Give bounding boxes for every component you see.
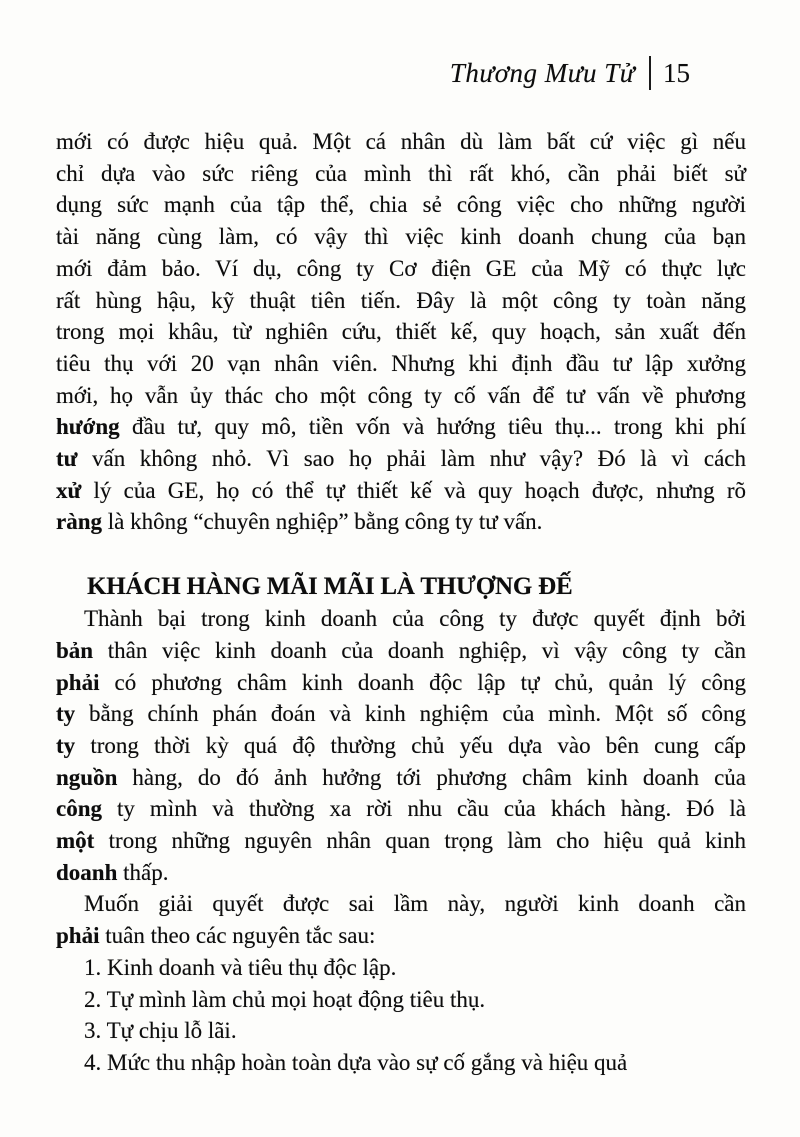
bold-lead-word: tư — [56, 446, 78, 472]
text-line: doanh thấp. — [56, 859, 169, 885]
text-line: chỉ dựa vào sức riêng của mình thì rất khó, cần phải biết sử — [56, 160, 746, 186]
text-line: xử lý của GE, họ có thể tự thiết kế và quy hoạch được, nhưng rõ — [56, 477, 746, 503]
text-line: tư vấn không nhỏ. Vì sao họ phải làm như vậy? Đó là vì cách — [56, 446, 746, 472]
paragraph-3 — [56, 888, 746, 951]
text-line: mới đảm bảo. Ví dụ, công ty Cơ điện GE của Mỹ có thực lực — [56, 255, 746, 281]
bold-lead-word: ty — [56, 701, 76, 727]
running-title: Thương Mưu Tử — [449, 57, 635, 88]
bold-lead-word: một — [56, 828, 95, 854]
paragraph-1 — [56, 126, 746, 538]
header-divider-line — [649, 56, 651, 90]
text-line: mới, họ vẫn ủy thác cho một công ty cố vấn để tư vấn về phương — [56, 382, 746, 408]
text-line: phải tuân theo các nguyên tắc sau: — [56, 923, 376, 949]
list-item: 3. Tự chịu lỗ lãi. — [84, 1018, 237, 1044]
text-line: tài năng cùng làm, có vậy thì việc kinh doanh chung của bạn — [56, 224, 746, 250]
text-line: mới có được hiệu quả. Một cá nhân dù làm bất cứ việc gì nếu — [56, 129, 746, 154]
bold-lead-word: bản — [56, 637, 94, 663]
bold-lead-word: ty — [56, 732, 76, 758]
text-line: bản thân việc kinh doanh của doanh nghiệp, vì vậy công ty cần — [56, 637, 746, 663]
bold-lead-word: hướng — [56, 414, 120, 440]
bold-lead-word: phải — [56, 669, 100, 695]
bold-lead-word: công — [56, 796, 102, 822]
text-line: ràng là không “chuyên nghiệp” bằng công ty tư vấn. — [56, 509, 543, 535]
principles-list — [56, 952, 746, 1079]
list-item: 4. Mức thu nhập hoàn toàn dựa vào sự cố gắng và hiệu quả — [84, 1049, 628, 1075]
text-line: phải có phương châm kinh doanh độc lập tự chủ, quản lý công — [56, 669, 746, 695]
bold-lead-word: phải — [56, 923, 100, 949]
bold-lead-word: doanh — [56, 859, 118, 885]
text-line: Muốn giải quyết được sai lầm này, người kinh doanh cần — [84, 891, 746, 917]
list-item: 2. Tự mình làm chủ mọi hoạt động tiêu thụ. — [84, 986, 486, 1012]
bold-lead-word: nguồn — [56, 764, 118, 790]
section-heading: KHÁCH HÀNG MÃI MÃI LÀ THƯỢNG ĐẾ — [87, 573, 573, 601]
page-header — [450, 54, 690, 92]
text-line: tiêu thụ với 20 vạn nhân viên. Nhưng khi định đầu tư lập xưởng — [56, 350, 746, 376]
text-line: công ty mình và thường xa rời nhu cầu của khách hàng. Đó là — [56, 796, 746, 822]
list-item: 1. Kinh doanh và tiêu thụ độc lập. — [84, 954, 397, 980]
text-line: trong mọi khâu, từ nghiên cứu, thiết kế, quy hoạch, sản xuất đến — [56, 319, 746, 345]
text-line: ty trong thời kỳ quá độ thường chủ yếu dựa vào bên cung cấp — [56, 732, 746, 758]
page-number: 15 — [663, 57, 690, 88]
text-line: nguồn hàng, do đó ảnh hưởng tới phương châm kinh doanh của — [56, 764, 746, 790]
text-line: Thành bại trong kinh doanh của công ty được quyết định bởi — [84, 606, 746, 632]
page-body — [56, 126, 746, 1079]
text-line: dụng sức mạnh của tập thể, chia sẻ công việc cho những người — [56, 192, 746, 218]
text-line: rất hùng hậu, kỹ thuật tiên tiến. Đây là một công ty toàn năng — [56, 287, 746, 313]
bold-lead-word: xử — [56, 477, 82, 503]
bold-lead-word: ràng — [56, 509, 102, 535]
paragraph-2 — [56, 603, 746, 888]
text-line: một trong những nguyên nhân quan trọng làm cho hiệu quả kinh — [56, 828, 746, 854]
text-line: ty bằng chính phán đoán và kinh nghiệm của mình. Một số công — [56, 701, 746, 727]
text-line: hướng đầu tư, quy mô, tiền vốn và hướng tiêu thụ... trong khi phí — [56, 414, 746, 440]
